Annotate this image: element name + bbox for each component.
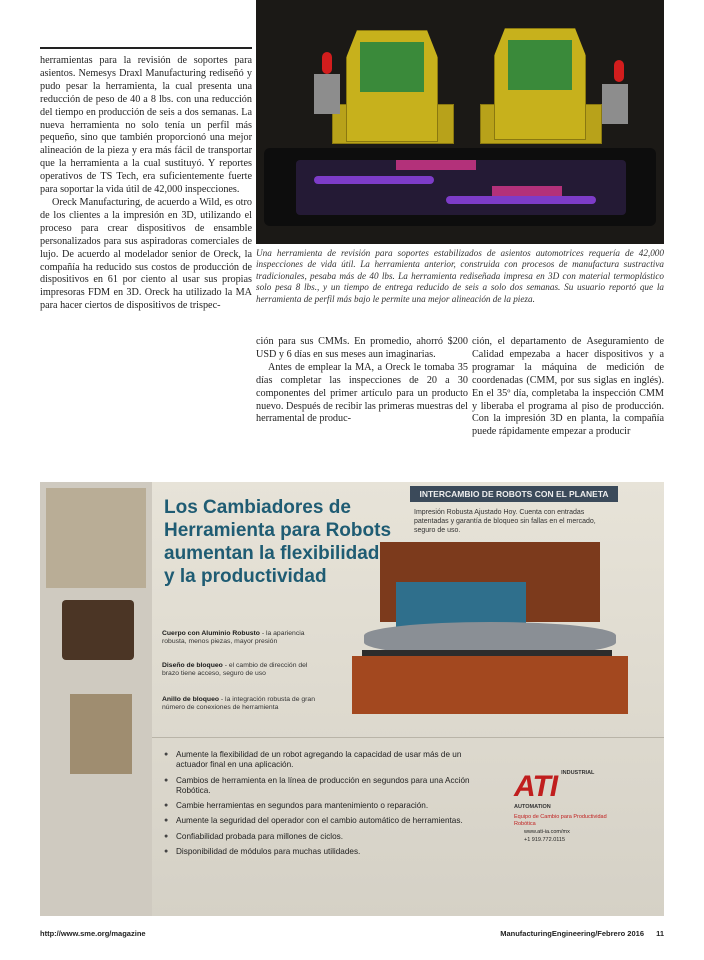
- ati-logo[interactable]: [514, 770, 612, 810]
- advertisement[interactable]: [40, 482, 664, 916]
- article-column-2: [256, 336, 468, 426]
- footer-magazine-issue: ManufacturingEngineering/Febrero 2016: [500, 929, 644, 938]
- ad-feature-label: Cuerpo con Aluminio Robusto: [162, 630, 260, 637]
- tool-changer-bottom-plate: [352, 656, 628, 714]
- ad-bullet: ● Cambie herramientas en segundos para mantenimiento o reparación.: [164, 801, 494, 811]
- ati-website-link[interactable]: www.ati-ia.com/mx: [524, 829, 570, 835]
- top-rule: [40, 47, 252, 49]
- article-paragraph: ción, el departamento de Aseguramiento de Calidad empezaba a hacer dispositivos y a programar la máquina de medición de coordenadas (CMM, por sus siglas en inglés). En el 35º día, completaba la inspección CMM y liberaba el programa al piso de producción. Con la impresión 3D en planta, la compañía puede rápidamente empezar a producir: [472, 336, 664, 438]
- product-thumbnail: [46, 488, 146, 588]
- red-clamp-handle-right: [614, 60, 624, 82]
- ad-bullet: ● Aumente la seguridad del operador con el cambio automático de herramientas.: [164, 816, 494, 826]
- ad-panel: [152, 482, 664, 916]
- purple-cable: [446, 196, 596, 204]
- article-paragraph: Antes de emplear la MA, a Oreck le tomaba 35 días completar las inspecciones de 20 a 30 componentes del primer artículo para un producto nuevo. Después de recibir las primeras muestras del herramental de produc-: [256, 361, 468, 425]
- ad-divider: [152, 737, 664, 738]
- ad-feature-label: Diseño de bloqueo: [162, 662, 223, 669]
- ad-note: Impresión Robusta Ajustado Hoy. Cuenta con entradas patentadas y garantía de bloqueo sin fallas en el mercado, seguro de uso.: [414, 509, 596, 534]
- magenta-pad: [396, 160, 476, 170]
- ad-feature-text: - el cambio de dirección del brazo tiene acceso, seguro de uso: [162, 662, 308, 678]
- article-column-3: [472, 336, 664, 439]
- ad-bullet: ● Aumente la flexibilidad de un robot agregando la capacidad de usar más de un actuador final en una aplicación.: [164, 750, 494, 771]
- ad-bullet: ● Confiabilidad probada para millones de ciclos.: [164, 832, 494, 842]
- footer-url-link[interactable]: http://www.sme.org/magazine: [40, 929, 146, 938]
- article-paragraph: ción para sus CMMs. En promedio, ahorró $200 USD y 6 días en sus meses aun imaginarias.: [256, 336, 468, 360]
- green-insert-left: [360, 42, 424, 92]
- red-clamp-handle-left: [322, 52, 332, 74]
- article-paragraph: Oreck Manufacturing, de acuerdo a Wild, es otro de los clientes a la impresión en 3D, utilizando el proceso para crear dispositivos de ensamble personalizados para sus aspiradoras comerciales de lujo. De acuerdo al modelador senior de Oreck, la compañía ha reducido sus costos de producción de dispositivos en 61 por ciento al usar sus propias impresoras FDM en 3D. Oreck ha utilizado la MA para hacer ciertos de dispositivos de trispec-: [40, 196, 252, 312]
- ad-headline: Los Cambiadores de Herramienta para Robots aumentan la flexibilidad y la productividad: [164, 497, 392, 587]
- ati-logo-subtitle: INDUSTRIAL AUTOMATION: [514, 770, 595, 810]
- ad-feature: [162, 630, 326, 647]
- ati-tagline: Equipo de Cambio para Productividad Robótica: [514, 814, 607, 827]
- ad-bullet: ● Disponibilidad de módulos para muchas utilidades.: [164, 847, 494, 857]
- ad-product-strip: [40, 482, 152, 916]
- article-column-1: [40, 55, 252, 313]
- green-insert-right: [508, 40, 572, 90]
- ati-logo-text: ATI: [514, 770, 558, 803]
- tooling-photo: [256, 0, 664, 244]
- toggle-clamp-right: [602, 84, 628, 124]
- ad-feature: [162, 696, 326, 713]
- ati-phone: +1 919.772.0115: [524, 837, 566, 843]
- ati-contact: [524, 828, 624, 844]
- page-number: 11: [656, 929, 664, 938]
- ad-banner: INTERCAMBIO DE ROBOTS CON EL PLANETA: [410, 486, 618, 502]
- purple-cable: [314, 176, 434, 184]
- ad-feature-text: - la integración robusta de gran número de conexiones de herramienta: [162, 696, 315, 712]
- ad-bullet-list: [164, 750, 494, 862]
- photo-caption: Una herramienta de revisión para soportes estabilizados de asientos automotrices requería de 42,000 inspecciones de vida útil. La herramienta anterior, construida con procesos de manufactura sustractiva tradicionales, pesaba más de 40 lbs. La herramienta rediseñada impresa en 3D con material termoplástico solo pesa 8 lbs., y un tiempo de entrega reducido de seis a solo dos semanas. Su usuario reportó que la herramienta de perfil más bajo le permite una mejor alineación de la pieza.: [256, 248, 664, 304]
- ad-bullet: ● Cambios de herramienta en la línea de producción en segundos para una Acción Robótica.: [164, 776, 494, 797]
- ad-feature-label: Anillo de bloqueo: [162, 696, 220, 703]
- ad-feature-text: - la apariencia robusta, menos piezas, mayor presión: [162, 630, 305, 646]
- tool-changer-thumbnail: [62, 600, 134, 660]
- magenta-pad: [492, 186, 562, 196]
- article-paragraph: herramientas para la revisión de soportes para asientos. Nemesys Draxl Manufacturing rediseñó y pudo pesar la herramienta, la cual presenta una reducción de peso de 40 a 8 lbs. con una reducción del tiempo en producción de seis a dos semanas. La nueva herramienta no solo tenía un perfil más pequeño, sino que también proporcionó una mejor alineación de la pieza y era más fácil de transportar que la herramienta a la cual sustituyó. Y reportes operativos de TS Tech, era suficientemente fuerte para soportar la vida útil de 42,000 inspecciones.: [40, 55, 252, 196]
- toggle-clamp-left: [314, 74, 340, 114]
- ad-feature: [162, 662, 326, 679]
- product-thumbnail: [70, 694, 132, 774]
